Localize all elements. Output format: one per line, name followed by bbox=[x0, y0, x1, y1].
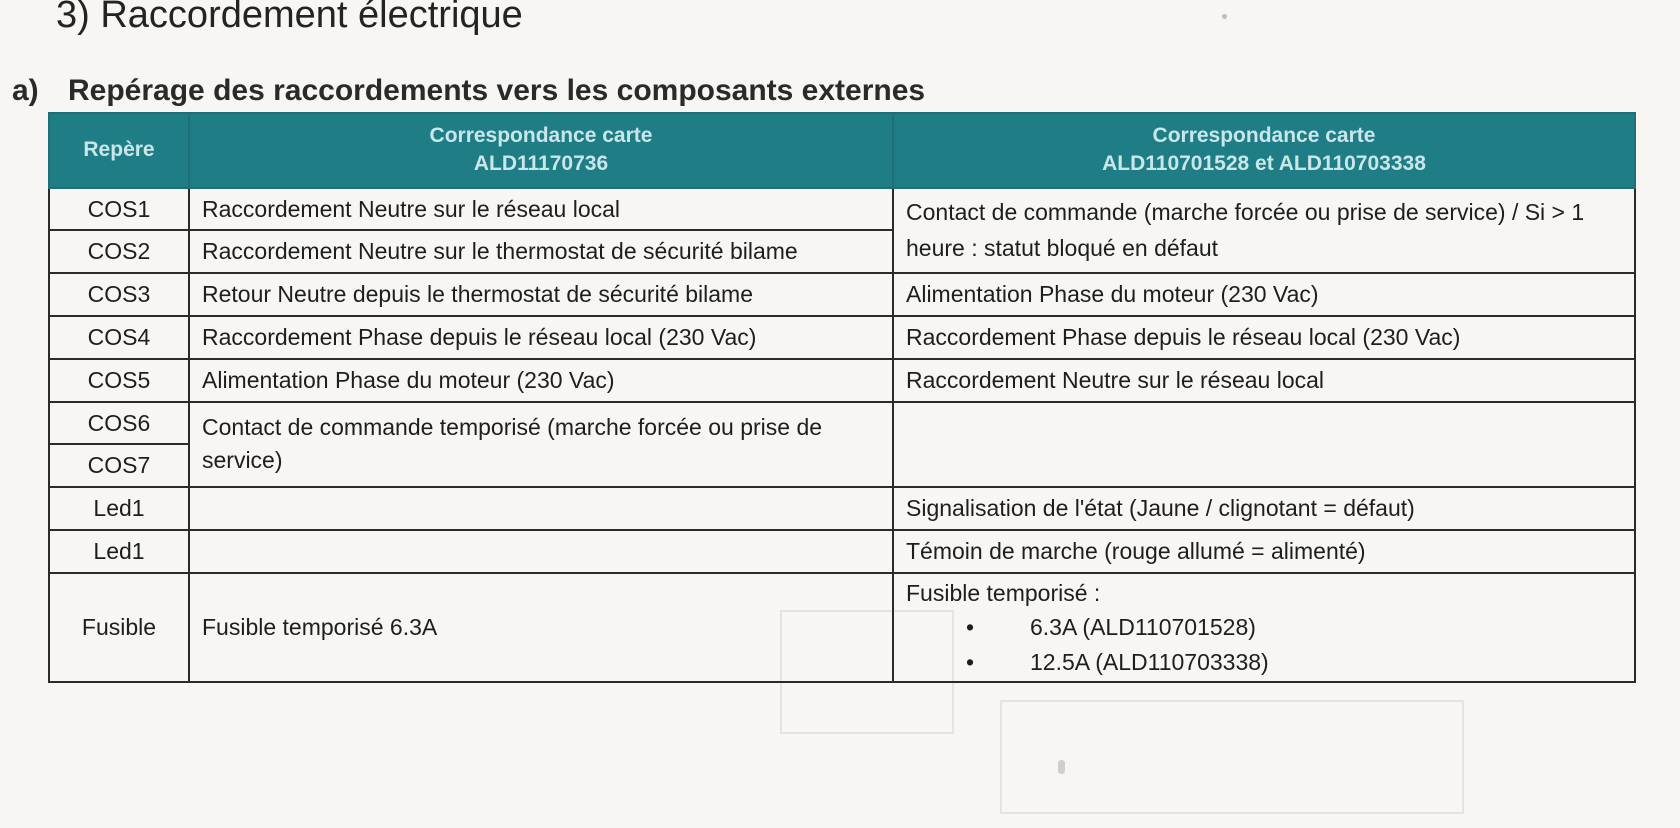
table-row-cos4 bbox=[49, 316, 1635, 359]
table-row-led1-b bbox=[49, 530, 1635, 573]
subsection-marker: a) bbox=[12, 74, 39, 107]
repere-cell: COS1 bbox=[49, 188, 189, 231]
card2-cell-cos1-cos2: Contact de commande (marche forcée ou prise de service) / Si > 1 heure : statut bloqué en défaut bbox=[893, 188, 1635, 274]
repere-cell: COS2 bbox=[49, 230, 189, 273]
header-card1 bbox=[189, 113, 893, 188]
card1-cell: Raccordement Neutre sur le réseau local bbox=[189, 188, 893, 231]
card2-cell: Raccordement Neutre sur le réseau local bbox=[893, 359, 1635, 402]
card2-cell: Raccordement Phase depuis le réseau local (230 Vac) bbox=[893, 316, 1635, 359]
repere-cell: COS4 bbox=[49, 316, 189, 359]
repere-cell: COS7 bbox=[49, 444, 189, 487]
table-row-cos5 bbox=[49, 359, 1635, 402]
table-row-cos3 bbox=[49, 273, 1635, 316]
table-row-cos6 bbox=[49, 402, 1635, 445]
card1-cell: Raccordement Neutre sur le thermostat de sécurité bilame bbox=[189, 230, 893, 273]
card1-cell-cos6-cos7: Contact de commande temporisé (marche forcée ou prise de service) bbox=[189, 402, 893, 488]
header-card2-line1: Correspondance carte bbox=[1152, 124, 1376, 147]
card2-cell: Alimentation Phase du moteur (230 Vac) bbox=[893, 273, 1635, 316]
card2-empty-cell bbox=[893, 402, 1635, 488]
repere-cell: COS5 bbox=[49, 359, 189, 402]
section-number: 3) bbox=[56, 0, 90, 36]
scan-speck bbox=[1058, 760, 1065, 774]
header-card1-line1: Correspondance carte bbox=[429, 124, 653, 147]
section-title-text: Raccordement électrique bbox=[100, 0, 523, 36]
fusible-bullet-item: • 12.5A (ALD110703338) bbox=[966, 645, 1622, 680]
card2-cell: Signalisation de l'état (Jaune / clignotant = défaut) bbox=[893, 487, 1635, 530]
repere-cell: COS3 bbox=[49, 273, 189, 316]
table-row-led1-a bbox=[49, 487, 1635, 530]
card1-cell: Alimentation Phase du moteur (230 Vac) bbox=[189, 359, 893, 402]
section-title bbox=[56, 0, 523, 37]
card1-empty-cell bbox=[189, 530, 893, 573]
repere-cell: Fusible bbox=[49, 573, 189, 683]
subsection-title bbox=[12, 74, 925, 108]
card1-empty-cell bbox=[189, 487, 893, 530]
scan-speck bbox=[1222, 14, 1227, 19]
repere-cell: COS6 bbox=[49, 402, 189, 445]
fusible-bullet-item: • 6.3A (ALD110701528) bbox=[966, 610, 1622, 645]
table-row-cos1 bbox=[49, 188, 1635, 231]
scan-bleed-box bbox=[1000, 700, 1464, 814]
header-repere: Repère bbox=[49, 113, 189, 188]
repere-cell: Led1 bbox=[49, 530, 189, 573]
card1-cell: Retour Neutre depuis le thermostat de sécurité bilame bbox=[189, 273, 893, 316]
table-header-row bbox=[49, 113, 1635, 188]
header-card2 bbox=[893, 113, 1635, 188]
subsection-title-text: Repérage des raccordements vers les composants externes bbox=[68, 74, 926, 107]
card2-cell: Témoin de marche (rouge allumé = alimenté) bbox=[893, 530, 1635, 573]
fusible-title: Fusible temporisé : bbox=[906, 579, 1101, 606]
card2-cell-fusible bbox=[893, 573, 1635, 683]
fusible-bullet-list bbox=[906, 610, 1622, 679]
repere-cell: Led1 bbox=[49, 487, 189, 530]
table-row-fusible bbox=[49, 573, 1635, 683]
card1-cell: Raccordement Phase depuis le réseau local (230 Vac) bbox=[189, 316, 893, 359]
header-card1-line2: ALD11170736 bbox=[473, 152, 609, 176]
connections-table bbox=[48, 112, 1636, 683]
header-card2-line2: ALD110701528 et ALD110703338 bbox=[1102, 152, 1426, 176]
card1-cell: Fusible temporisé 6.3A bbox=[189, 573, 893, 683]
